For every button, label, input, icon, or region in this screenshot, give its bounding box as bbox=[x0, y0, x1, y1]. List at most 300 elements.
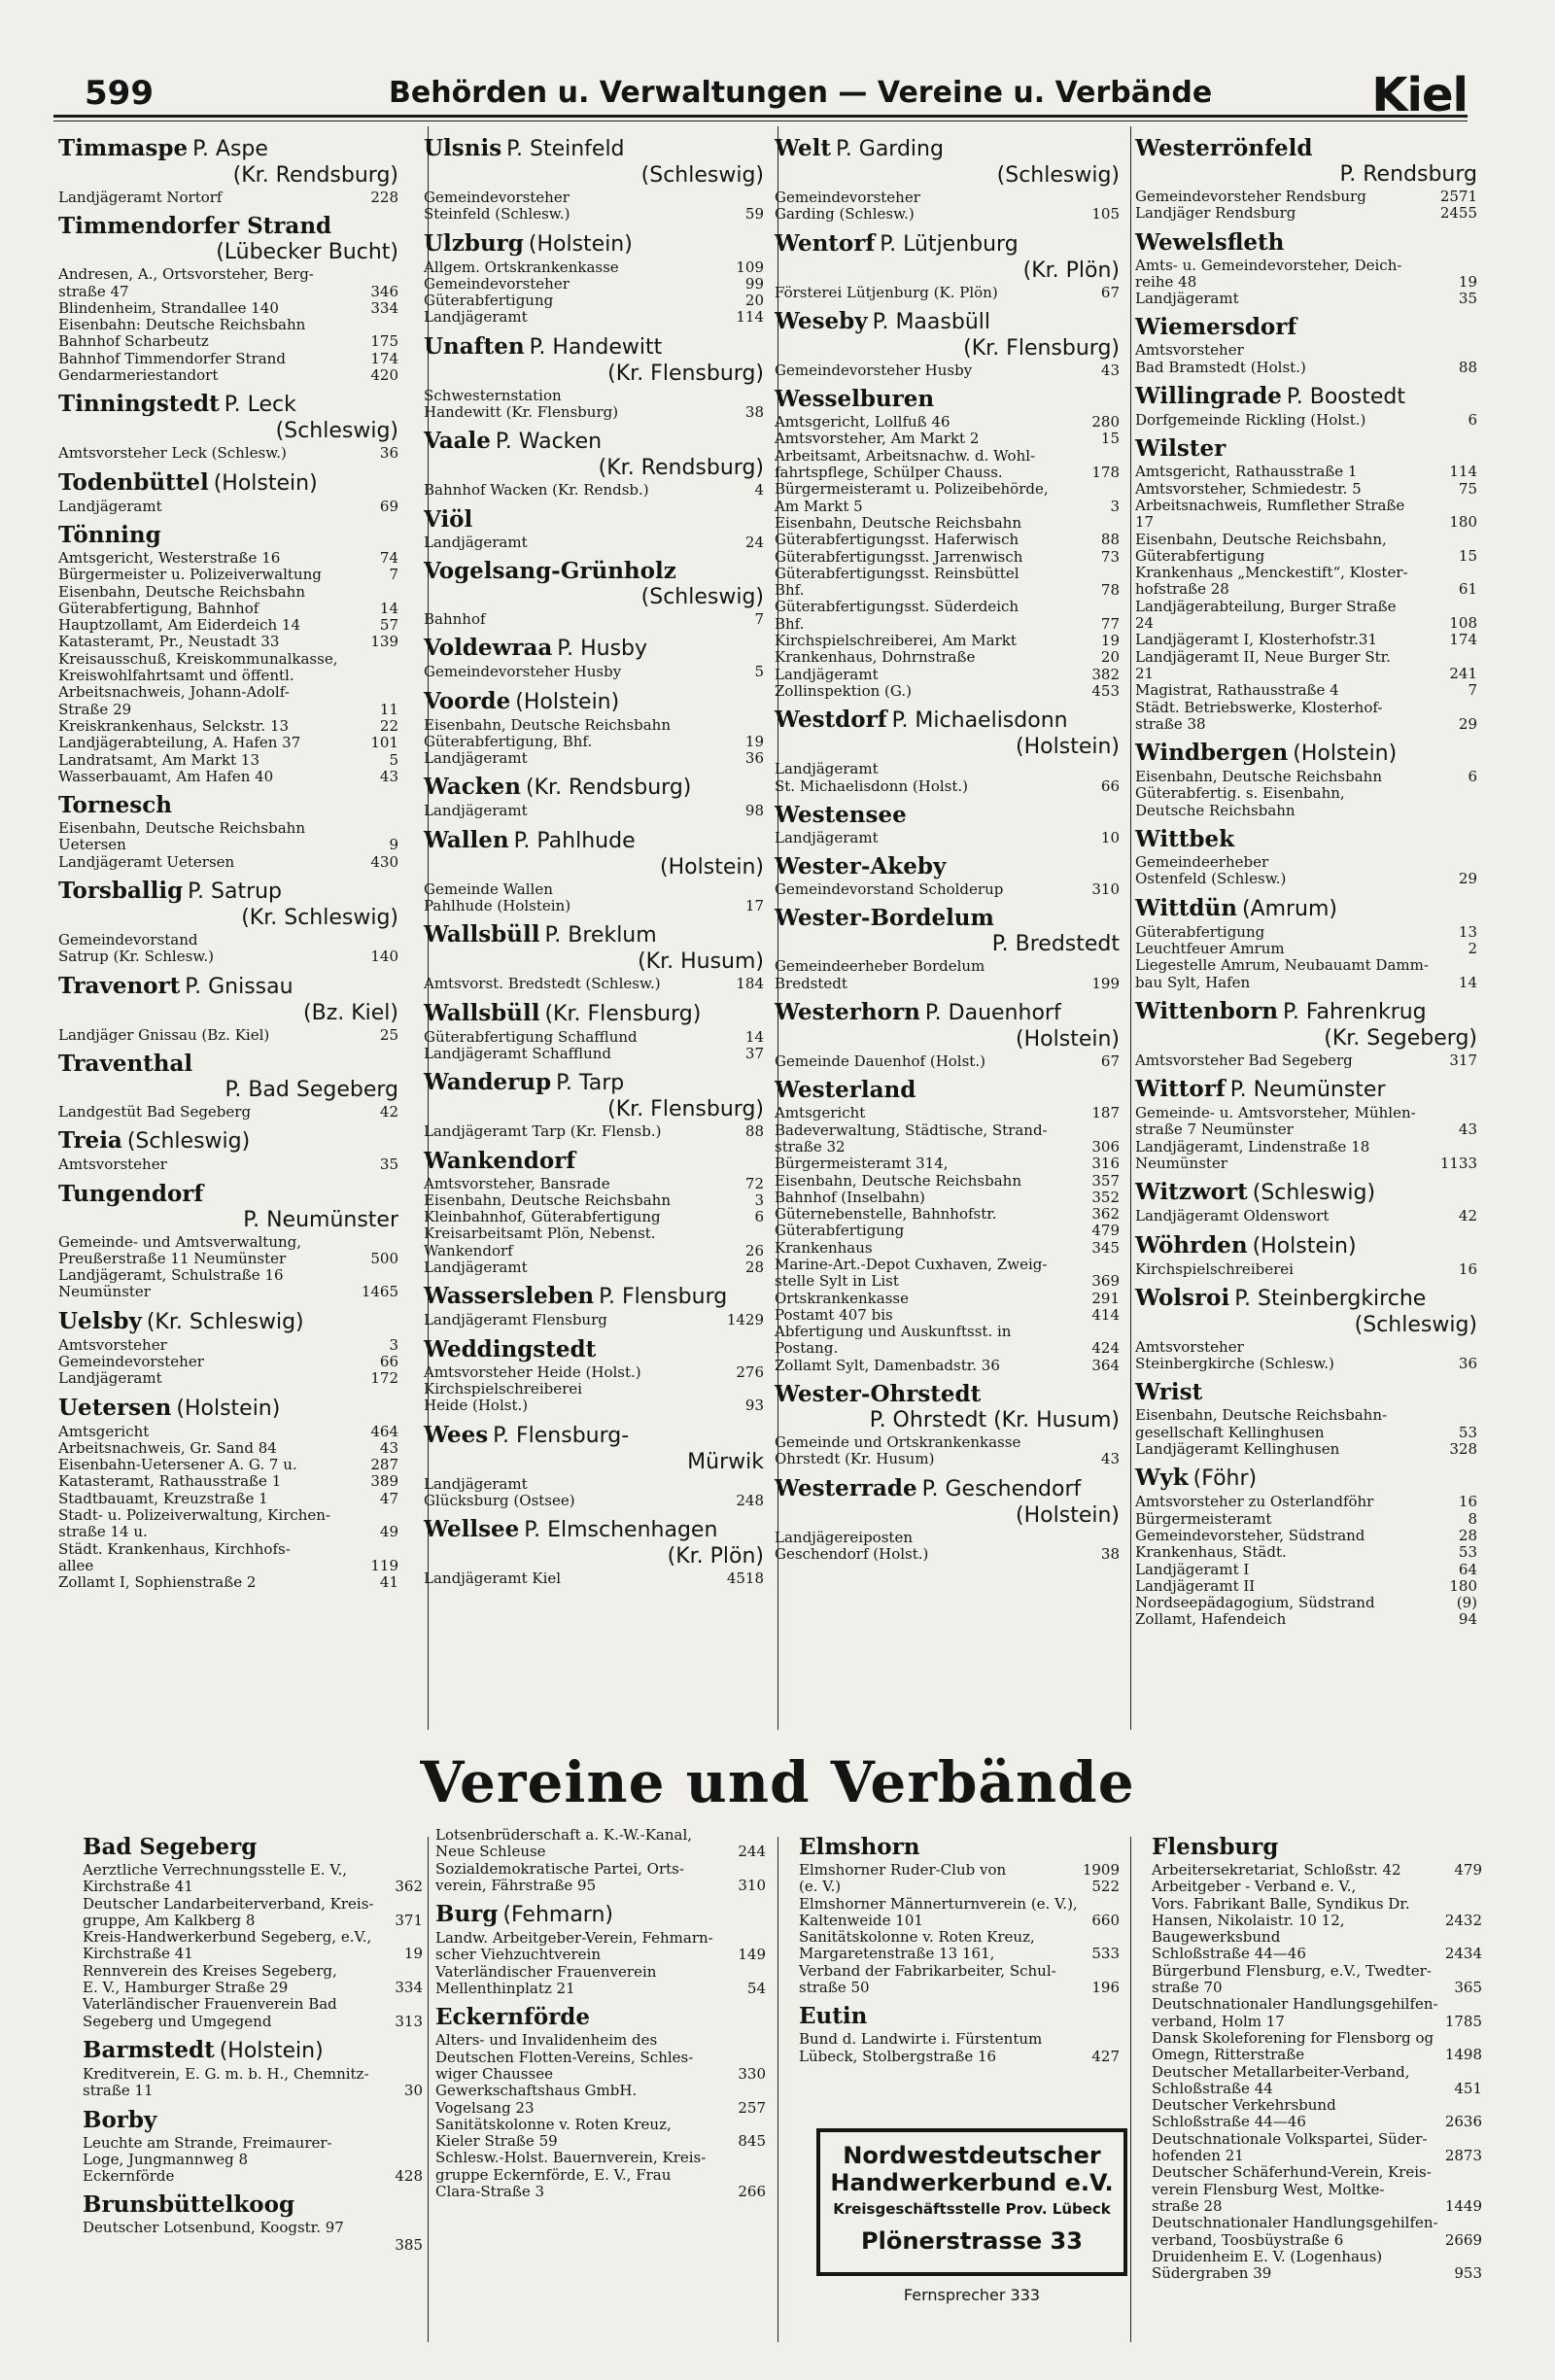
place-name: Wester-Bordelum bbox=[775, 905, 994, 932]
entry-text: Amtsvorsteher Leck (Schlesw.) bbox=[58, 444, 287, 463]
directory-entry bbox=[58, 949, 398, 965]
entry-text: Amtsgericht, Westerstraße 16 bbox=[58, 548, 281, 567]
place-name: Wester-Ohrstedt bbox=[775, 1381, 982, 1408]
place-name: Timmendorfer Strand bbox=[58, 213, 332, 240]
entry-text: Gemeindevorsteher Husby bbox=[424, 663, 622, 681]
place-heading bbox=[424, 558, 764, 610]
place-postal: P. Lütjenburg bbox=[880, 231, 1019, 257]
entry-text: Deutschnationaler Handlungsgehilfen- bbox=[1152, 1995, 1438, 2014]
place-heading bbox=[83, 2037, 423, 2065]
entry-text: Eisenbahn, Deutsche Reichsbahn bbox=[775, 1171, 1021, 1190]
directory-entry bbox=[799, 1963, 1120, 1980]
directory-entry bbox=[775, 1530, 1120, 1546]
directory-entry bbox=[775, 830, 1120, 846]
entry-text: straße 7 Neumünster bbox=[1135, 1121, 1294, 1139]
place-name: Elmshorn bbox=[799, 1834, 920, 1860]
place-name: Windbergen bbox=[1135, 740, 1289, 767]
place-postal: P. Fahrenkrug bbox=[1283, 999, 1427, 1024]
entry-text: Güterabfertigung bbox=[1135, 546, 1265, 565]
directory-entry bbox=[1135, 464, 1477, 480]
entry-text: Amtsvorsteher bbox=[58, 1335, 167, 1354]
entry-text: Eisenbahn, Deutsche Reichsbahn bbox=[58, 582, 305, 601]
entry-text: Gemeindevorsteher Rendsburg bbox=[1135, 188, 1366, 205]
directory-entry bbox=[58, 190, 398, 206]
entry-text: Leuchtfeuer Amrum bbox=[1135, 939, 1285, 957]
directory-entry bbox=[1135, 682, 1477, 699]
place-postal: (Holstein) bbox=[1293, 742, 1398, 767]
directory-entry bbox=[775, 778, 1120, 795]
place-postal: (Fehmarn) bbox=[502, 1903, 613, 1928]
place-name: Weddingstedt bbox=[424, 1335, 597, 1362]
directory-entry bbox=[775, 649, 1120, 666]
entry-text: Abfertigung und Auskunftsst. in bbox=[775, 1323, 1012, 1341]
place-heading bbox=[424, 1422, 764, 1475]
directory-entry bbox=[775, 1340, 1120, 1357]
entry-text: Dorfgemeinde Rickling (Holst.) bbox=[1135, 411, 1366, 430]
directory-entry bbox=[424, 750, 764, 767]
phone-number: 266 bbox=[735, 2184, 766, 2200]
directory-entry bbox=[1135, 532, 1477, 548]
directory-entry bbox=[775, 1053, 1120, 1070]
entry-text: Steinbergkirche (Schlesw.) bbox=[1135, 1355, 1334, 1373]
directory-entry bbox=[775, 1122, 1120, 1139]
phone-number: 4518 bbox=[724, 1570, 764, 1587]
entry-text: Vaterländischer Frauenverein Bad bbox=[83, 1995, 337, 2014]
entry-text: verband, Holm 17 bbox=[1152, 2012, 1285, 2030]
directory-entry bbox=[775, 285, 1120, 301]
place-name: Vaale bbox=[424, 428, 491, 455]
directory-entry bbox=[58, 1354, 398, 1370]
entry-text: Güterabfertigung Schafflund bbox=[424, 1027, 638, 1046]
directory-entry bbox=[83, 2014, 423, 2030]
entry-text: Vaterländischer Frauenverein bbox=[435, 1962, 657, 1981]
directory-entry bbox=[58, 1284, 398, 1300]
phone-number: 464 bbox=[367, 1424, 398, 1440]
directory-entry bbox=[58, 1507, 398, 1524]
phone-number: 362 bbox=[392, 1879, 423, 1895]
phone-number: 389 bbox=[367, 1473, 398, 1490]
place-postal: P. Neumünster bbox=[1229, 1078, 1386, 1103]
phone-number: 451 bbox=[1451, 2081, 1482, 2097]
place-heading bbox=[1135, 383, 1477, 411]
directory-entry bbox=[1135, 1208, 1477, 1224]
entry-text: Güternebenstelle, Bahnhofstr. bbox=[775, 1205, 997, 1224]
place-region: (Schleswig) bbox=[1354, 1312, 1477, 1337]
place-name: Tungendorf bbox=[58, 1180, 204, 1207]
entry-text: gesellschaft Kellinghusen bbox=[1135, 1423, 1325, 1441]
entry-text: Deutschnationaler Handlungsgehilfen- bbox=[1152, 2214, 1438, 2232]
entry-text: 17 bbox=[1135, 513, 1155, 532]
directory-entry bbox=[58, 284, 398, 300]
place-heading bbox=[775, 1381, 1120, 1433]
phone-number: 19 bbox=[1456, 274, 1477, 291]
place-postal: P. Maasbüll bbox=[872, 309, 990, 334]
directory-entry bbox=[58, 1473, 398, 1490]
directory-entry bbox=[1135, 1611, 1477, 1628]
directory-entry bbox=[775, 1190, 1120, 1206]
directory-entry bbox=[58, 1574, 398, 1591]
phone-number: 53 bbox=[1456, 1544, 1477, 1561]
entry-text: straße 38 bbox=[1135, 714, 1206, 733]
entry-text: Katasteramt, Pr., Neustadt 33 bbox=[58, 633, 280, 651]
entry-text: Vogelsang 23 bbox=[435, 2098, 535, 2117]
directory-entry bbox=[58, 1491, 398, 1507]
entry-text: Krankenhaus bbox=[775, 1238, 873, 1257]
phone-number: 346 bbox=[367, 284, 398, 300]
phone-number: 362 bbox=[1088, 1206, 1120, 1223]
entry-text: Landjägeramt bbox=[424, 1474, 528, 1493]
entry-text: Allgem. Ortskrankenkasse bbox=[424, 258, 619, 276]
directory-entry bbox=[1152, 1896, 1482, 1913]
place-heading bbox=[58, 213, 398, 265]
entry-text: Bahnhof (Inselbahn) bbox=[775, 1188, 925, 1206]
entry-text: Ostenfeld (Schlesw.) bbox=[1135, 870, 1287, 888]
directory-entry bbox=[775, 362, 1120, 379]
entry-text: Nordseepädagogium, Südstrand bbox=[1135, 1594, 1375, 1612]
entry-text: Omegn, Ritterstraße bbox=[1152, 2046, 1305, 2064]
phone-number: 317 bbox=[1446, 1052, 1477, 1069]
phone-number: 17 bbox=[743, 898, 764, 914]
entry-text: Straße 29 bbox=[58, 700, 132, 718]
phone-number: 6 bbox=[1465, 412, 1477, 429]
entry-text: Landjägeramt bbox=[424, 1259, 528, 1277]
entry-text: Landjägeramt Kellinghusen bbox=[1135, 1440, 1340, 1459]
entry-text: Bahnhof Scharbeutz bbox=[58, 332, 209, 351]
phone-number: 15 bbox=[1098, 431, 1120, 447]
directory-entry bbox=[1135, 1356, 1477, 1372]
place-name: Wöhrden bbox=[1135, 1231, 1248, 1259]
place-heading bbox=[1135, 229, 1477, 257]
place-heading bbox=[58, 469, 398, 498]
phone-number: 54 bbox=[744, 1981, 766, 1997]
entry-text: Kreis-Handwerkerbund Segeberg, e.V., bbox=[83, 1928, 372, 1947]
phone-number: 1465 bbox=[359, 1284, 398, 1300]
ad-line-4: Plönerstrasse 33 bbox=[861, 2227, 1083, 2255]
entry-text: Vors. Fabrikant Balle, Syndikus Dr. bbox=[1152, 1894, 1410, 1913]
directory-entry bbox=[58, 1267, 398, 1284]
directory-entry bbox=[1135, 871, 1477, 887]
directory-entry bbox=[424, 1209, 764, 1225]
phone-number: 306 bbox=[1088, 1139, 1120, 1156]
place-heading bbox=[775, 308, 1120, 362]
entry-text: Bahnhof Timmendorfer Strand bbox=[58, 349, 286, 367]
directory-entry bbox=[799, 1879, 1120, 1895]
phone-number: 3 bbox=[1107, 499, 1120, 515]
entry-text: Eisenbahn: Deutsche Reichsbahn bbox=[58, 316, 306, 334]
directory-entry bbox=[83, 2083, 423, 2099]
entry-text: Amtsvorsteher Bad Segeberg bbox=[1135, 1051, 1353, 1069]
phone-number: 479 bbox=[1088, 1223, 1120, 1239]
entry-text: Landjägerabteilung, Burger Straße bbox=[1135, 597, 1397, 615]
entry-text: Kieler Straße 59 bbox=[435, 2132, 558, 2151]
directory-entry bbox=[435, 2117, 766, 2133]
directory-entry bbox=[1135, 342, 1477, 359]
directory-entry bbox=[775, 1273, 1120, 1290]
phone-number: 67 bbox=[1098, 1053, 1120, 1070]
entry-text: Landjägeramt bbox=[1135, 290, 1239, 308]
entry-text: Preußerstraße 11 Neumünster bbox=[58, 1249, 287, 1267]
place-region: P. Bad Segeberg bbox=[225, 1077, 398, 1102]
entry-text: 21 bbox=[1135, 664, 1155, 682]
place-name: Westerrönfeld bbox=[1135, 135, 1313, 161]
phone-number: 36 bbox=[377, 445, 398, 462]
entry-text: Landjägeramt II bbox=[1135, 1576, 1256, 1595]
place-postal: P. Satrup bbox=[188, 880, 283, 905]
place-heading bbox=[424, 827, 764, 880]
directory-entry bbox=[424, 1381, 764, 1397]
phone-number: 49 bbox=[377, 1524, 398, 1540]
entry-text: Försterei Lütjenburg (K. Plön) bbox=[775, 283, 998, 301]
entry-text: Deutscher Lotsenbund, Koogstr. 97 bbox=[83, 2219, 344, 2237]
phone-number: 6 bbox=[1465, 769, 1477, 785]
phone-number: 29 bbox=[1456, 871, 1477, 887]
phone-number: 16 bbox=[1456, 1494, 1477, 1510]
phone-number: 334 bbox=[392, 1980, 423, 1996]
place-name: Wrist bbox=[1135, 1379, 1203, 1406]
phone-number: 371 bbox=[392, 1913, 423, 1929]
place-postal: P. Geschendorf bbox=[921, 1476, 1082, 1501]
column-divider bbox=[428, 1837, 429, 2342]
place-name: Traventhal bbox=[58, 1050, 193, 1077]
entry-text: Landjägeramt Schafflund bbox=[424, 1044, 612, 1062]
place-name: Brunsbüttelkoog bbox=[83, 2191, 295, 2219]
phone-number: 7 bbox=[1465, 682, 1477, 699]
entry-text: Glücksburg (Ostsee) bbox=[424, 1491, 575, 1509]
place-postal: P. Michaelisdonn bbox=[891, 708, 1068, 734]
entry-text: allee bbox=[58, 1556, 94, 1574]
place-heading bbox=[58, 792, 398, 819]
place-heading bbox=[424, 688, 764, 716]
directory-entry bbox=[435, 1964, 766, 1981]
entry-text: straße 14 u. bbox=[58, 1523, 148, 1541]
place-heading bbox=[775, 707, 1120, 760]
entry-text: straße 47 bbox=[58, 282, 129, 300]
phone-number: 13 bbox=[1456, 924, 1477, 941]
directory-entry bbox=[435, 2184, 766, 2200]
directory-entry bbox=[775, 1324, 1120, 1340]
directory-entry bbox=[1135, 1121, 1477, 1138]
entry-text: Eisenbahn, Deutsche Reichsbahn bbox=[58, 819, 305, 838]
place-name: Voorde bbox=[424, 687, 511, 714]
phone-number: 94 bbox=[1456, 1611, 1477, 1628]
entry-text: Amtsvorsteher bbox=[1135, 341, 1244, 360]
place-name: Weseby bbox=[775, 307, 868, 334]
place-name: Witzwort bbox=[1135, 1179, 1248, 1206]
entry-text: Landjägeramt I, Klosterhofstr.31 bbox=[1135, 631, 1377, 649]
phone-number: 385 bbox=[392, 2237, 423, 2254]
entry-text: verein Flensburg West, Moltke- bbox=[1152, 2180, 1385, 2198]
place-name: Vogelsang-Grünholz bbox=[424, 557, 676, 584]
place-postal: P. Elmschenhagen bbox=[524, 1518, 718, 1543]
directory-entry bbox=[1152, 2131, 1482, 2148]
place-name: Wentorf bbox=[775, 229, 876, 257]
place-region: (Schleswig) bbox=[640, 163, 764, 188]
phone-number: 310 bbox=[735, 1878, 766, 1894]
entry-text: Steinfeld (Schlesw.) bbox=[424, 205, 570, 224]
directory-entry bbox=[435, 2050, 766, 2066]
directory-entry bbox=[1135, 599, 1477, 615]
phone-number: 500 bbox=[367, 1251, 398, 1267]
entry-text: Eisenbahn, Deutsche Reichsbahn bbox=[1135, 768, 1382, 786]
place-heading bbox=[58, 1051, 398, 1103]
place-heading bbox=[424, 921, 764, 975]
entry-text: Uetersen bbox=[58, 836, 126, 854]
entry-text: Güterabfertigung bbox=[1135, 922, 1265, 941]
directory-entry bbox=[424, 1364, 764, 1381]
phone-number: 53 bbox=[1456, 1425, 1477, 1441]
entry-text: Bürgermeister u. Polizeiverwaltung bbox=[58, 566, 322, 584]
phone-number: 88 bbox=[1456, 360, 1477, 376]
directory-entry bbox=[775, 465, 1120, 481]
entry-text: Landjägeramt bbox=[424, 533, 528, 551]
directory-entry bbox=[424, 206, 764, 223]
entry-text: Mellenthinplatz 21 bbox=[435, 1980, 575, 1998]
directory-entry bbox=[1152, 1879, 1482, 1895]
directory-entry bbox=[775, 582, 1120, 599]
phone-number: 59 bbox=[743, 206, 764, 223]
phone-number: 108 bbox=[1446, 615, 1477, 632]
place-heading bbox=[775, 1077, 1120, 1104]
directory-entry bbox=[775, 633, 1120, 649]
directory-entry bbox=[58, 735, 398, 751]
entry-text: Druidenheim E. V. (Logenhaus) bbox=[1152, 2247, 1383, 2265]
directory-entry bbox=[424, 190, 764, 206]
entry-text: Gemeinde- und Amtsverwaltung, bbox=[58, 1232, 302, 1251]
phone-number: 38 bbox=[743, 404, 764, 421]
place-name: Westerhorn bbox=[775, 999, 920, 1026]
directory-entry bbox=[775, 599, 1120, 615]
directory-entry bbox=[58, 266, 398, 283]
phone-number: 20 bbox=[743, 293, 764, 309]
entry-text: Landratsamt, Am Markt 13 bbox=[58, 750, 260, 769]
entry-text: Landjägeramt bbox=[775, 760, 879, 778]
directory-entry bbox=[424, 1243, 764, 1259]
entry-text: Schloßstraße 44—46 bbox=[1152, 1945, 1306, 1963]
phone-number: 2455 bbox=[1437, 205, 1477, 222]
page-number: 599 bbox=[85, 74, 154, 113]
entry-text: Kreiskrankenhaus, Selckstr. 13 bbox=[58, 716, 290, 735]
directory-entry bbox=[1135, 785, 1477, 802]
phone-number: 174 bbox=[367, 351, 398, 367]
place-postal: P. Boostedt bbox=[1286, 385, 1405, 410]
upper-column-3 bbox=[775, 128, 1120, 1732]
place-heading bbox=[1135, 1379, 1477, 1406]
entry-text: Gewerkschaftshaus GmbH. bbox=[435, 2082, 638, 2100]
entry-text: Landjägeramt bbox=[424, 308, 528, 327]
directory-entry bbox=[1135, 803, 1477, 819]
directory-entry bbox=[58, 1027, 398, 1044]
entry-text: Landjägeramt Kiel bbox=[424, 1569, 562, 1588]
entry-text: Alters- und Invalidenheim des bbox=[435, 2031, 658, 2050]
directory-entry bbox=[58, 567, 398, 583]
entry-text: Südergraben 39 bbox=[1152, 2264, 1272, 2283]
phone-number: 47 bbox=[377, 1491, 398, 1507]
city-label: Kiel bbox=[1371, 68, 1468, 122]
place-name: Tornesch bbox=[58, 792, 172, 819]
phone-number: 28 bbox=[1456, 1528, 1477, 1544]
entry-text: Landjägeramt Flensburg bbox=[424, 1311, 607, 1329]
place-postal: P. Breklum bbox=[544, 923, 657, 949]
place-region: Mürwik bbox=[687, 1449, 764, 1474]
phone-number: 38 bbox=[1098, 1546, 1120, 1563]
place-name: Wewelsfleth bbox=[1135, 228, 1285, 256]
directory-entry bbox=[424, 535, 764, 551]
place-name: Westensee bbox=[775, 801, 907, 828]
entry-text: Andresen, A., Ortsvorsteher, Berg- bbox=[58, 265, 314, 284]
directory-entry bbox=[1152, 2081, 1482, 2097]
phone-number: 78 bbox=[1098, 582, 1120, 599]
entry-text: Landjägeramt Nortorf bbox=[58, 189, 223, 206]
place-region: (Bz. Kiel) bbox=[303, 1000, 398, 1025]
directory-entry bbox=[1135, 205, 1477, 222]
phone-number: 43 bbox=[1098, 362, 1120, 379]
entry-text: Landjäger Gnissau (Bz. Kiel) bbox=[58, 1025, 270, 1044]
place-postal: P. Dauenhorf bbox=[924, 1001, 1061, 1026]
phone-number: 199 bbox=[1088, 976, 1120, 992]
directory-entry bbox=[1152, 2114, 1482, 2130]
directory-entry bbox=[799, 1862, 1120, 1879]
entry-text: straße 32 bbox=[775, 1137, 846, 1156]
entry-text: stelle Sylt in List bbox=[775, 1272, 899, 1291]
entry-text: Bürgermeisteramt 314, bbox=[775, 1155, 949, 1173]
entry-text: Arbeitsnachweis, Johann-Adolf- bbox=[58, 683, 290, 702]
entry-text: Krankenhaus „Menckestift“, Kloster- bbox=[1135, 564, 1408, 582]
directory-entry bbox=[1135, 1528, 1477, 1544]
entry-text: Landjägeramt, Lindenstraße 18 bbox=[1135, 1137, 1370, 1156]
entry-text: Gemeindevorsteher, Südstrand bbox=[1135, 1526, 1365, 1544]
phone-number: 16 bbox=[1456, 1261, 1477, 1278]
directory-entry bbox=[799, 1913, 1120, 1929]
directory-entry bbox=[775, 1546, 1120, 1563]
place-heading bbox=[1135, 135, 1477, 188]
phone-number: 24 bbox=[743, 535, 764, 551]
phone-number: 522 bbox=[1088, 1879, 1120, 1895]
place-postal: (Holstein) bbox=[528, 231, 633, 257]
entry-text: Leuchte am Strande, Freimaurer- bbox=[83, 2133, 332, 2152]
entry-text: Clara-Straße 3 bbox=[435, 2183, 545, 2201]
phone-number: 7 bbox=[386, 567, 398, 583]
place-region: (Kr. Flensburg) bbox=[607, 361, 764, 386]
directory-entry bbox=[58, 333, 398, 350]
phone-number: 72 bbox=[743, 1176, 764, 1192]
entry-text: Sanitätskolonne v. Roten Kreuz, bbox=[435, 2115, 672, 2133]
phone-number: 2571 bbox=[1437, 189, 1477, 205]
entry-text: Sozialdemokratische Partei, Orts- bbox=[435, 1859, 684, 1878]
directory-entry bbox=[775, 448, 1120, 465]
place-heading bbox=[775, 853, 1120, 880]
entry-text: Kirchstraße 41 bbox=[83, 1945, 193, 1963]
directory-entry bbox=[1152, 2198, 1482, 2215]
entry-text: Postang. bbox=[775, 1339, 839, 1358]
place-name: Unaften bbox=[424, 332, 525, 360]
directory-entry bbox=[424, 404, 764, 421]
place-name: Tönning bbox=[58, 521, 161, 548]
entry-text: Zollamt, Hafendeich bbox=[1135, 1610, 1287, 1629]
phone-number: 1429 bbox=[724, 1312, 764, 1328]
directory-entry bbox=[424, 1176, 764, 1192]
directory-entry bbox=[435, 1981, 766, 1997]
entry-text: Bürgerbund Flensburg, e.V., Twedter- bbox=[1152, 1961, 1432, 1980]
place-heading bbox=[1135, 1465, 1477, 1493]
phone-number: 14 bbox=[1456, 975, 1477, 991]
entry-text: Gemeindeerheber bbox=[1135, 853, 1269, 872]
place-region: P. Rendsburg bbox=[1339, 162, 1477, 187]
directory-entry bbox=[58, 1440, 398, 1457]
phone-number: 36 bbox=[1456, 1356, 1477, 1372]
directory-entry bbox=[1135, 615, 1477, 632]
directory-entry bbox=[58, 367, 398, 384]
entry-text: Zollamt I, Sophienstraße 2 bbox=[58, 1573, 257, 1592]
